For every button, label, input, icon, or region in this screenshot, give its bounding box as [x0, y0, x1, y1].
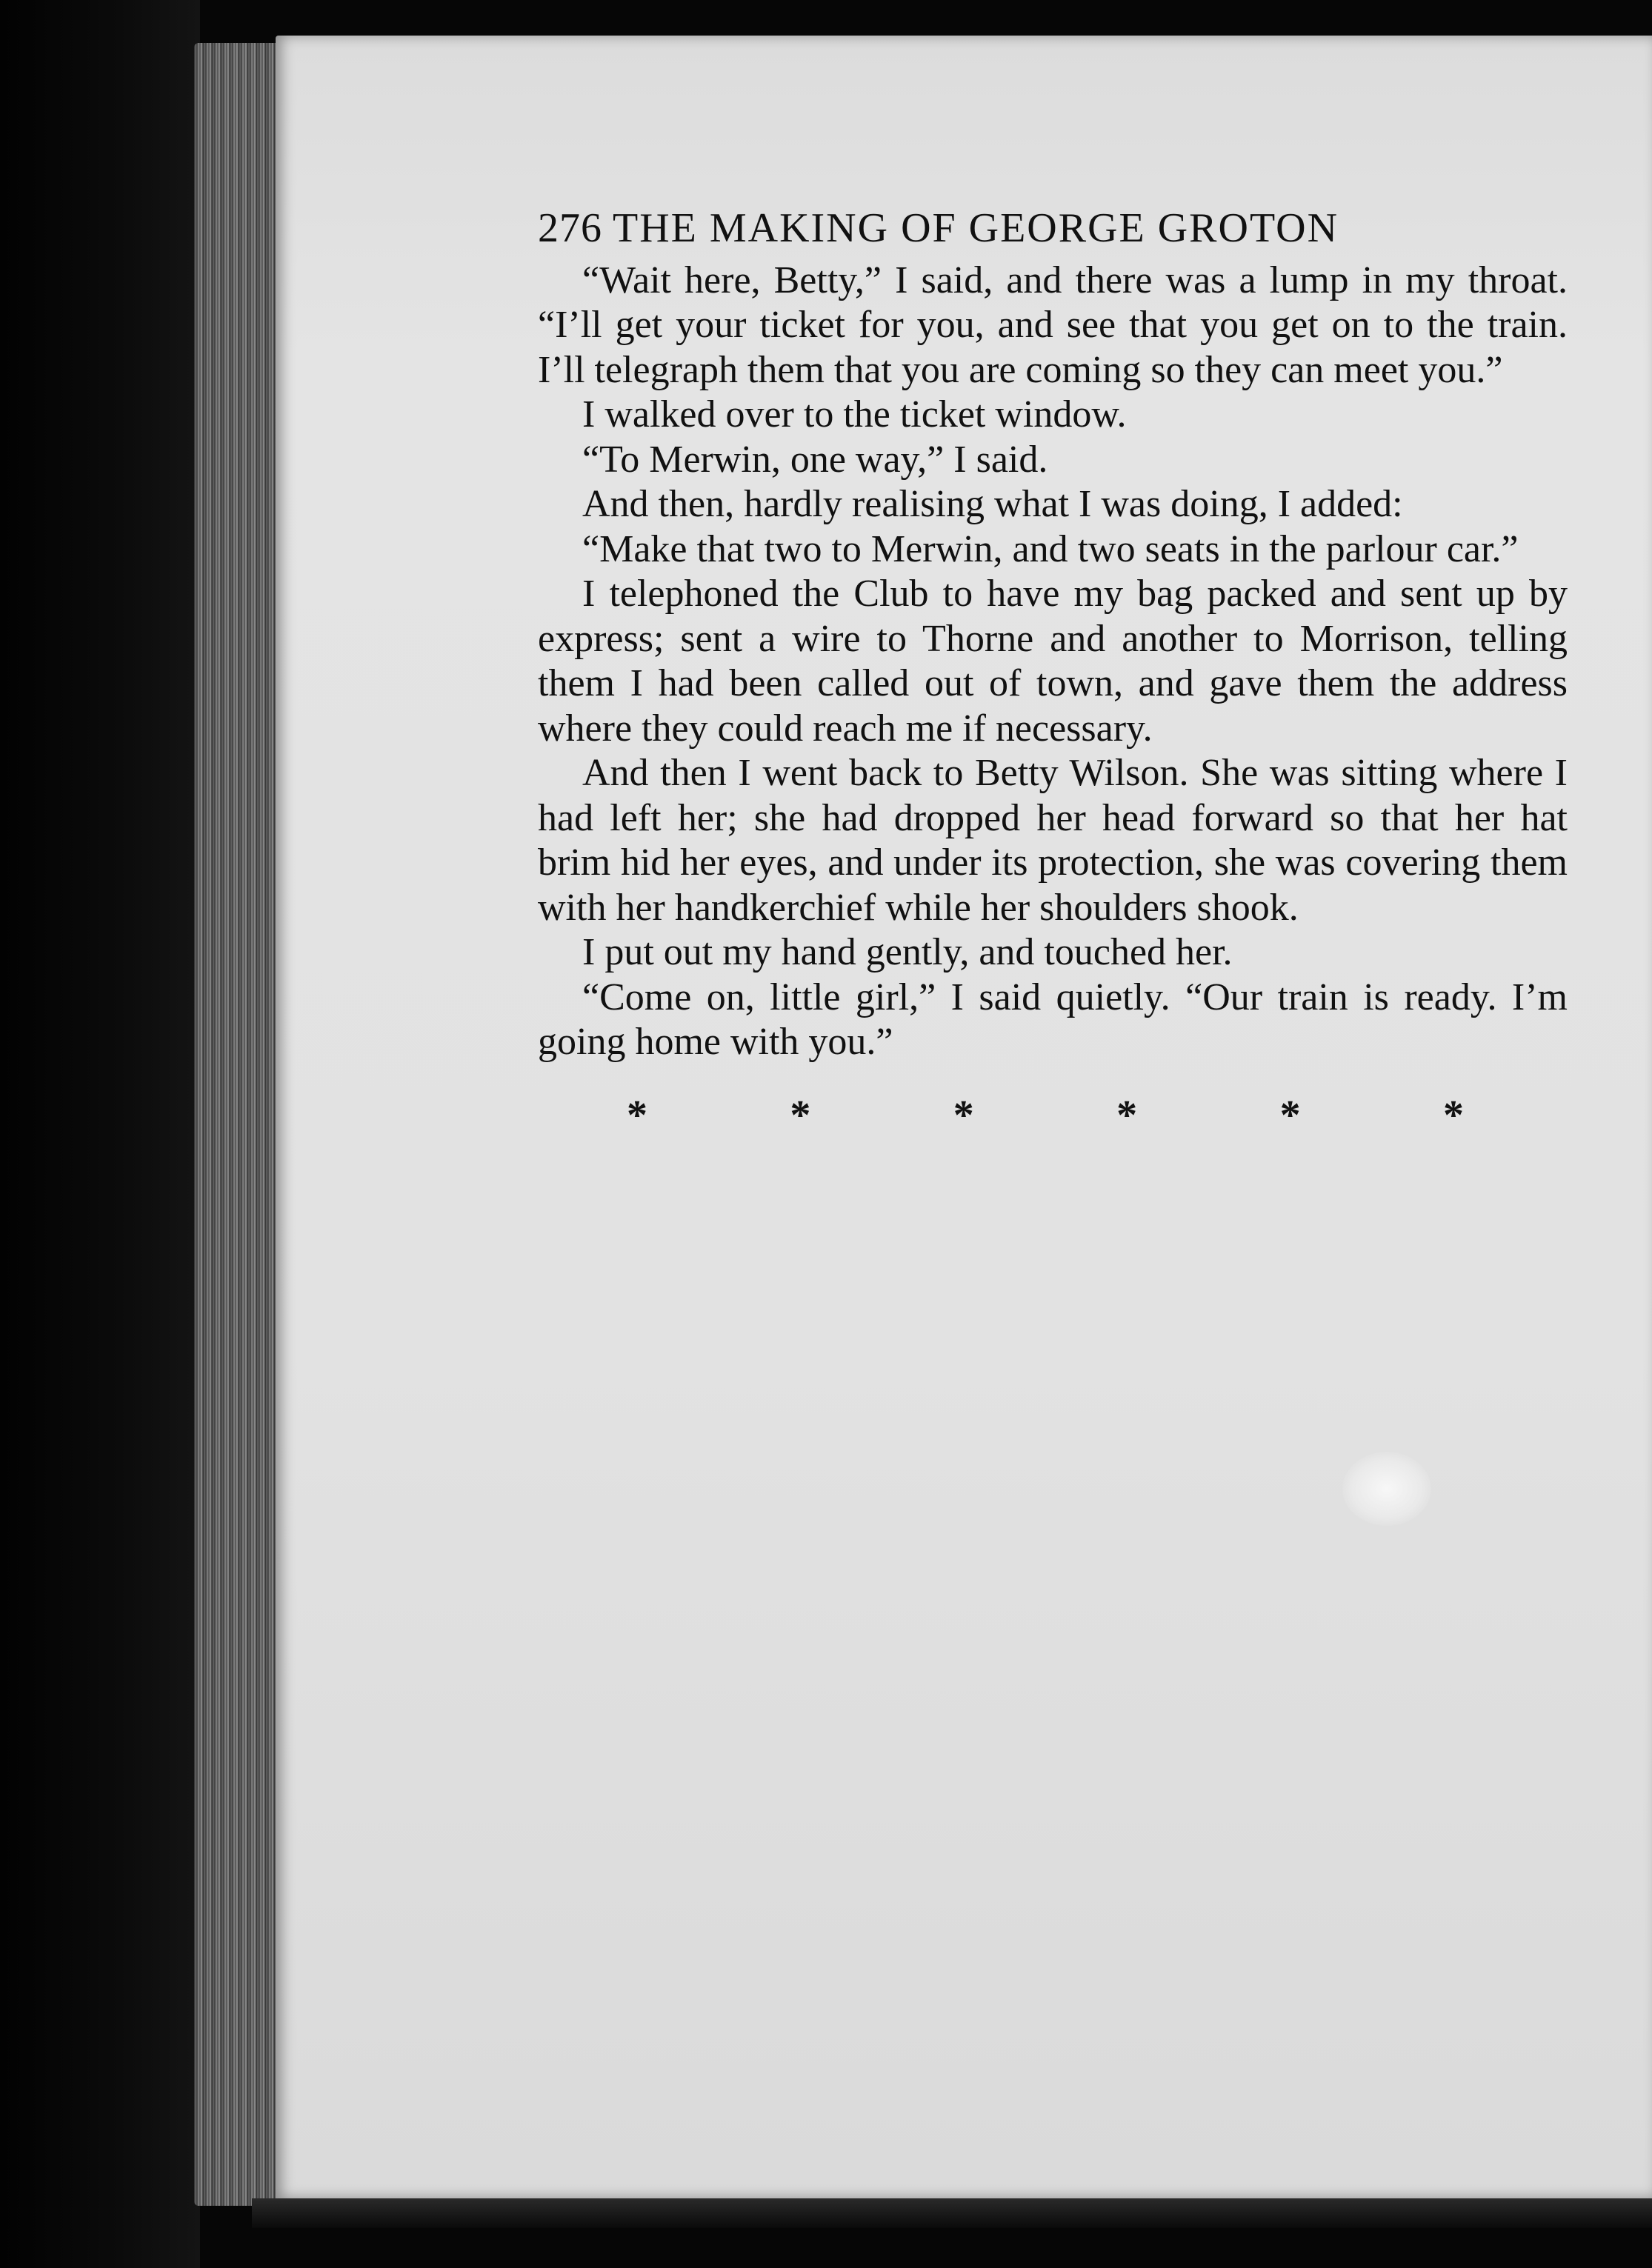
section-break-star: * [1442, 1092, 1464, 1138]
section-break-star: * [1116, 1092, 1138, 1138]
section-break [627, 1093, 1464, 1138]
page-bottom-edge [252, 2198, 1652, 2228]
paragraph: “Make that two to Merwin, and two seats in the parlour car.” [582, 527, 1519, 570]
running-head [538, 206, 1568, 251]
paper-stain [1342, 1452, 1431, 1526]
section-break-star: * [627, 1092, 647, 1138]
paragraph: I walked over to the ticket window. [582, 393, 1127, 436]
section-break-star: * [1279, 1092, 1301, 1138]
section-break-star: * [790, 1092, 811, 1138]
section-break-star: * [953, 1092, 974, 1138]
paragraph: “Wait here, Betty,” I said, and there was a lump in my throat. “I’ll get your ticket for you, and see that you get on to the train. I’ll telegraph them that you are coming so they can meet you.” [538, 259, 1568, 391]
page-text-block [538, 206, 1568, 1138]
book-cover-shadow [0, 0, 200, 2268]
page-leaf-edges [194, 43, 276, 2206]
paragraph: And then I went back to Betty Wilson. She was sitting where I had left her; she had dropped her head forward so that her hat brim hid her eyes, and under its protection, she was covering them with her handkerchief while her shoulders shook. [538, 752, 1568, 929]
page-number: 276 [538, 205, 602, 251]
paragraph: I telephoned the Club to have my bag packed and sent up by express; sent a wire to Thorne and another to Morrison, telling them I had been called out of town, and gave them the address where they could reach me if necessary. [538, 573, 1568, 750]
paragraph: And then, hardly realising what I was doing, I added: [582, 483, 1403, 525]
paragraph: “Come on, little girl,” I said quietly. “Our train is ready. I’m going home with you.” [538, 975, 1568, 1063]
paragraph: I put out my hand gently, and touched her. [582, 931, 1233, 973]
book-title-header: THE MAKING OF GEORGE GROTON [613, 205, 1339, 251]
paragraph: “To Merwin, one way,” I said. [582, 438, 1048, 481]
